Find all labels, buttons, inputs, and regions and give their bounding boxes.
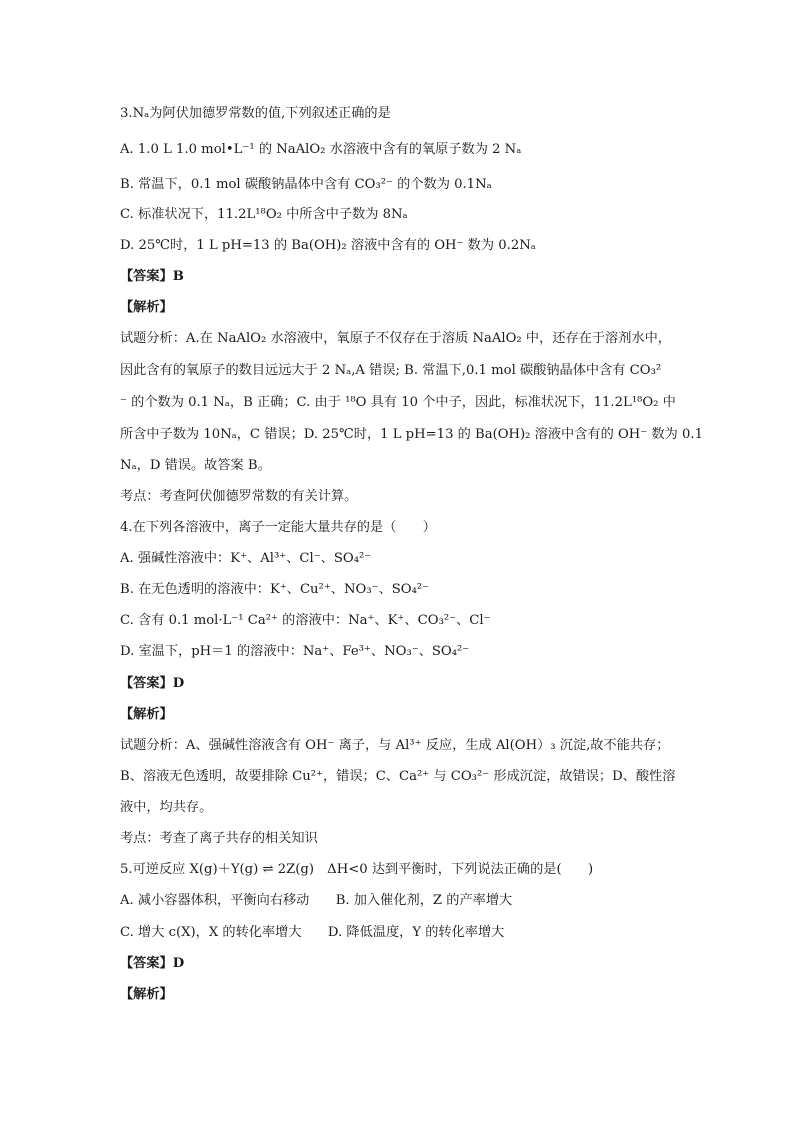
q4-analysis-line: 液中，均共存。 (120, 800, 213, 815)
q4-point: 考点：考查了离子共存的相关知识 (120, 831, 318, 846)
q3-analysis-line: ⁻ 的个数为 0.1 Nₐ，B 正确；C. 由于 ¹⁸O 具有 10 个中子，因此，标准状况下，11.2L¹⁸O₂ 中 (120, 395, 676, 410)
q3-analysis-line: Nₐ，D 错误。故答案 B。 (120, 458, 271, 473)
q3-option-b: B. 常温下，0.1 mol 碳酸钠晶体中含有 CO₃²⁻ 的个数为 0.1Nₐ (120, 177, 492, 192)
q4-analysis-line: B、溶液无色透明，故要排除 Cu²⁺，错误；C、Ca²⁺ 与 CO₃²⁻ 形成沉淀，故错误；D、酸性溶 (120, 769, 676, 784)
q5-option-row-ab: A. 减小容器体积，平衡向右移动 B. 加入催化剂，Z 的产率增大 (120, 893, 513, 908)
q3-option-c: C. 标准状况下，11.2L¹⁸O₂ 中所含中子数为 8Nₐ (120, 207, 408, 222)
q4-analysis-line: 试题分析：A、强碱性溶液含有 OH⁻ 离子，与 Al³⁺ 反应，生成 Al(OH）₃ 沉淀,故不能共存； (120, 738, 670, 753)
q5-analysis-heading: 【解析】 (120, 987, 173, 1002)
q4-option-a: A. 强碱性溶液中：K⁺、Al³⁺、Cl⁻、SO₄²⁻ (120, 551, 372, 566)
q3-analysis-line: 因此含有的氧原子的数目远远大于 2 Nₐ,A 错误; B. 常温下,0.1 mol 碳酸钠晶体中含有 CO₃² (120, 363, 662, 378)
q4-answer: 【答案】D (120, 676, 185, 691)
q3-analysis-heading: 【解析】 (120, 300, 173, 315)
q3-analysis-line: 所含中子数为 10Nₐ，C 错误；D. 25℃时，1 L pH=13 的 Ba(OH)₂ 溶液中含有的 OH⁻ 数为 0.1 (120, 427, 703, 442)
q5-option-row-cd: C. 增大 c(X)，X 的转化率增大 D. 降低温度，Y 的转化率增大 (120, 925, 505, 940)
q3-option-a: A. 1.0 L 1.0 mol•L⁻¹ 的 NaAlO₂ 水溶液中含有的氧原子数为 2 Nₐ (120, 142, 522, 157)
q3-answer: 【答案】B (120, 269, 184, 284)
q4-option-c: C. 含有 0.1 mol·L⁻¹ Ca²⁺ 的溶液中：Na⁺、K⁺、CO₃²⁻、Cl⁻ (120, 613, 491, 628)
q4-stem: 4.在下列各溶液中，离子一定能大量共存的是（ ） (120, 520, 436, 535)
q5-answer: 【答案】D (120, 956, 185, 971)
q4-analysis-heading: 【解析】 (120, 707, 173, 722)
q3-point: 考点：考查阿伏伽德罗常数的有关计算。 (120, 489, 358, 504)
q3-analysis-line: 试题分析：A.在 NaAlO₂ 水溶液中，氧原子不仅存在于溶质 NaAlO₂ 中，还存在于溶剂水中， (120, 331, 671, 346)
q3-stem: 3.Nₐ为阿伏加德罗常数的值,下列叙述正确的是 (120, 106, 391, 121)
q3-option-d: D. 25℃时，1 L pH=13 的 Ba(OH)₂ 溶液中含有的 OH⁻ 数为 0.2Nₐ (120, 238, 536, 253)
q4-option-d: D. 室温下，pH＝1 的溶液中：Na⁺、Fe³⁺、NO₃⁻、SO₄²⁻ (120, 644, 470, 659)
q4-option-b: B. 在无色透明的溶液中：K⁺、Cu²⁺、NO₃⁻、SO₄²⁻ (120, 582, 430, 597)
q5-stem: 5.可逆反应 X(g)＋Y(g) ⇌ 2Z(g) ΔH<0 达到平衡时，下列说法正确的是( ) (120, 862, 594, 877)
